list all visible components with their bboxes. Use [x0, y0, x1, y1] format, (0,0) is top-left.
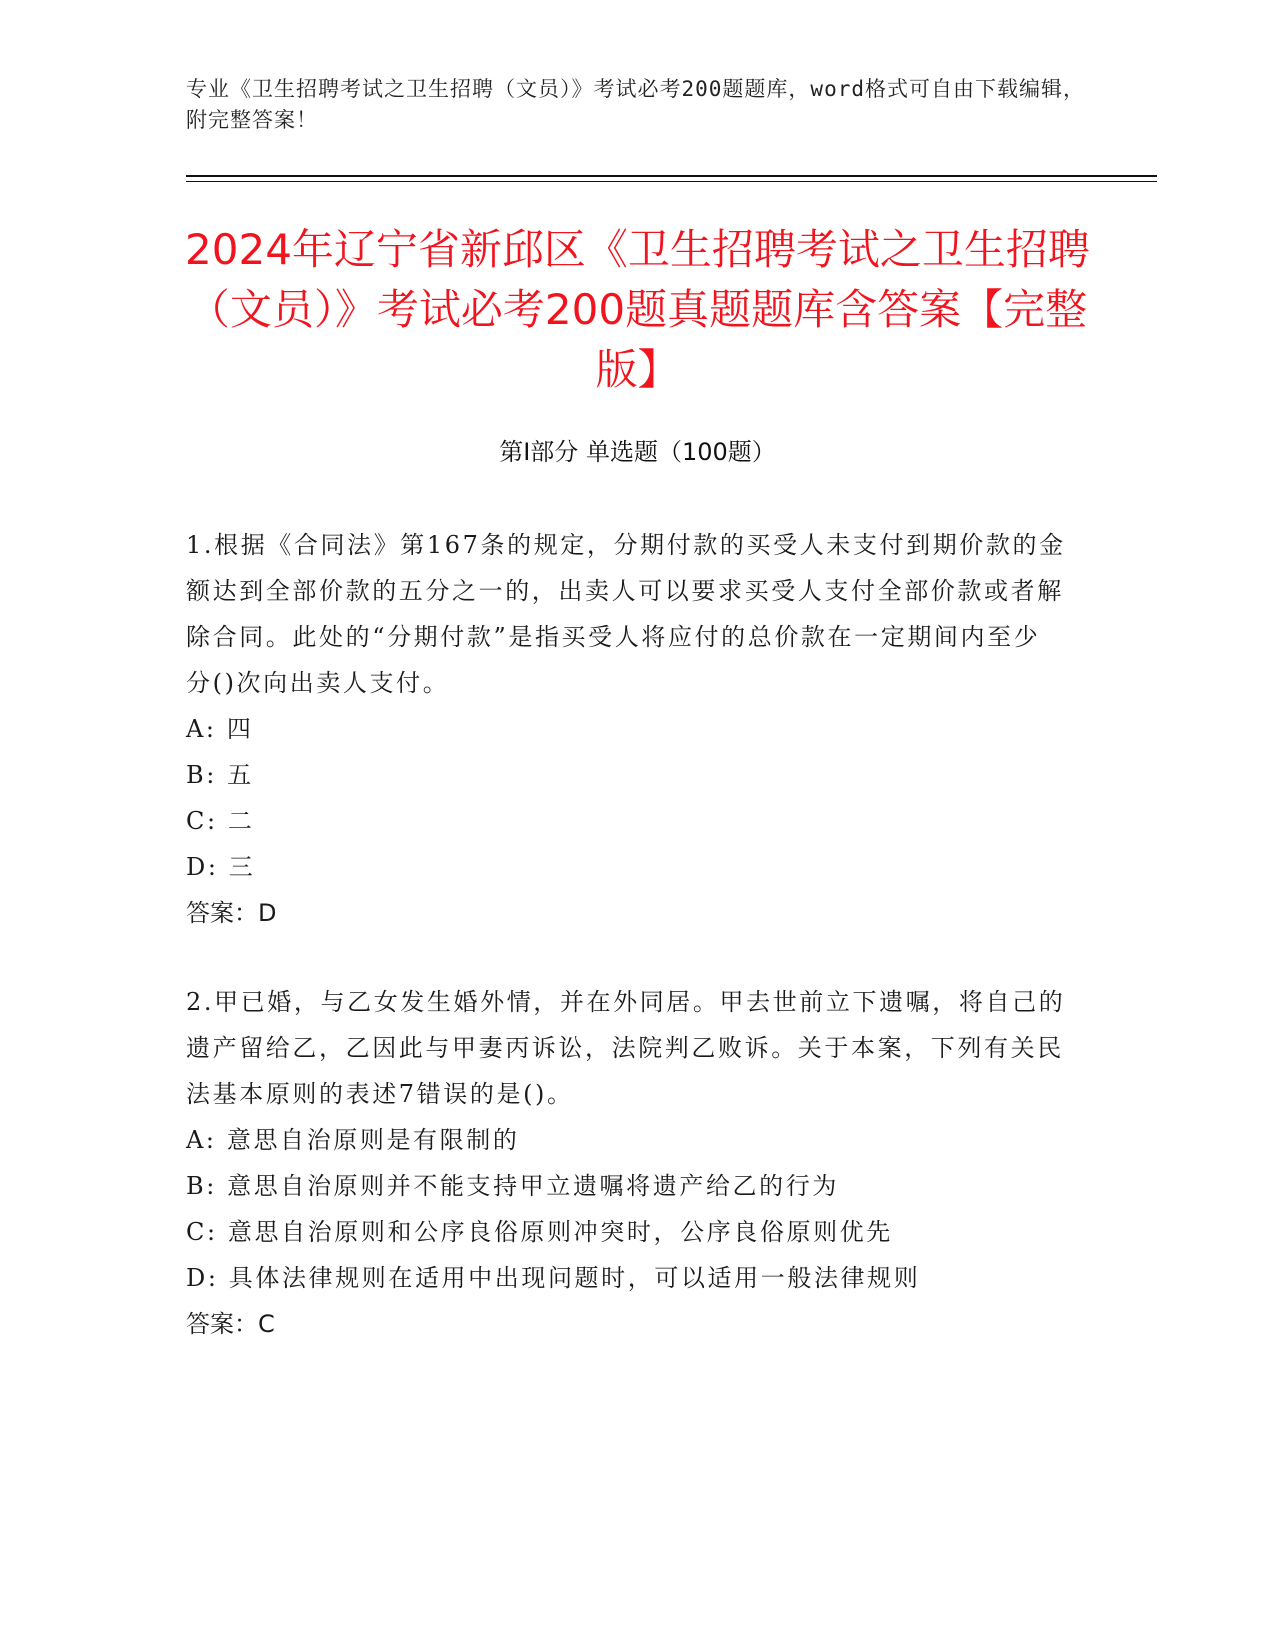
question-2-option-d: D: 具体法律规则在适用中出现问题时，可以适用一般法律规则: [186, 1264, 921, 1292]
question-2: [186, 979, 1066, 1347]
question-1-option-c: C: 二: [186, 807, 255, 835]
section-heading: 第Ⅰ部分 单选题（100题）: [499, 438, 776, 466]
question-2-option-b: B: 意思自治原则并不能支持甲立遗嘱将遗产给乙的行为: [186, 1172, 839, 1200]
question-1-option-d: D: 三: [186, 853, 256, 881]
header-note: 专业《卫生招聘考试之卫生招聘（文员）》考试必考200题题库，word格式可自由下载编辑，附完整答案！: [186, 77, 1085, 132]
question-1-stem: 1.根据《合同法》第167条的规定，分期付款的买受人未支付到期价款的金额达到全部价款的五分之一的，出卖人可以要求买受人支付全部价款或者解除合同。此处的“分期付款”是指买受人将应付的总价款在一定期间内至少分()次向出卖人支付。: [186, 531, 1066, 697]
document-title: 2024年辽宁省新邱区《卫生招聘考试之卫生招聘（文员）》考试必考200题真题题库含答案【完整版】: [185, 225, 1090, 394]
question-1-option-a: A: 四: [186, 715, 254, 743]
header-divider-thick: [186, 175, 1157, 177]
question-1-answer: 答案：D: [186, 899, 277, 927]
question-1: [186, 522, 1066, 936]
header-divider-thin: [186, 181, 1157, 182]
question-2-option-a: A: 意思自治原则是有限制的: [186, 1126, 520, 1154]
question-2-stem: 2.甲已婚，与乙女发生婚外情，并在外同居。甲去世前立下遗嘱，将自己的遗产留给乙，乙因此与甲妻丙诉讼，法院判乙败诉。关于本案，下列有关民法基本原则的表述7错误的是()。: [186, 988, 1066, 1108]
question-2-answer: 答案：C: [186, 1310, 275, 1338]
question-1-option-b: B: 五: [186, 761, 254, 789]
question-2-option-c: C: 意思自治原则和公序良俗原则冲突时，公序良俗原则优先: [186, 1218, 893, 1246]
